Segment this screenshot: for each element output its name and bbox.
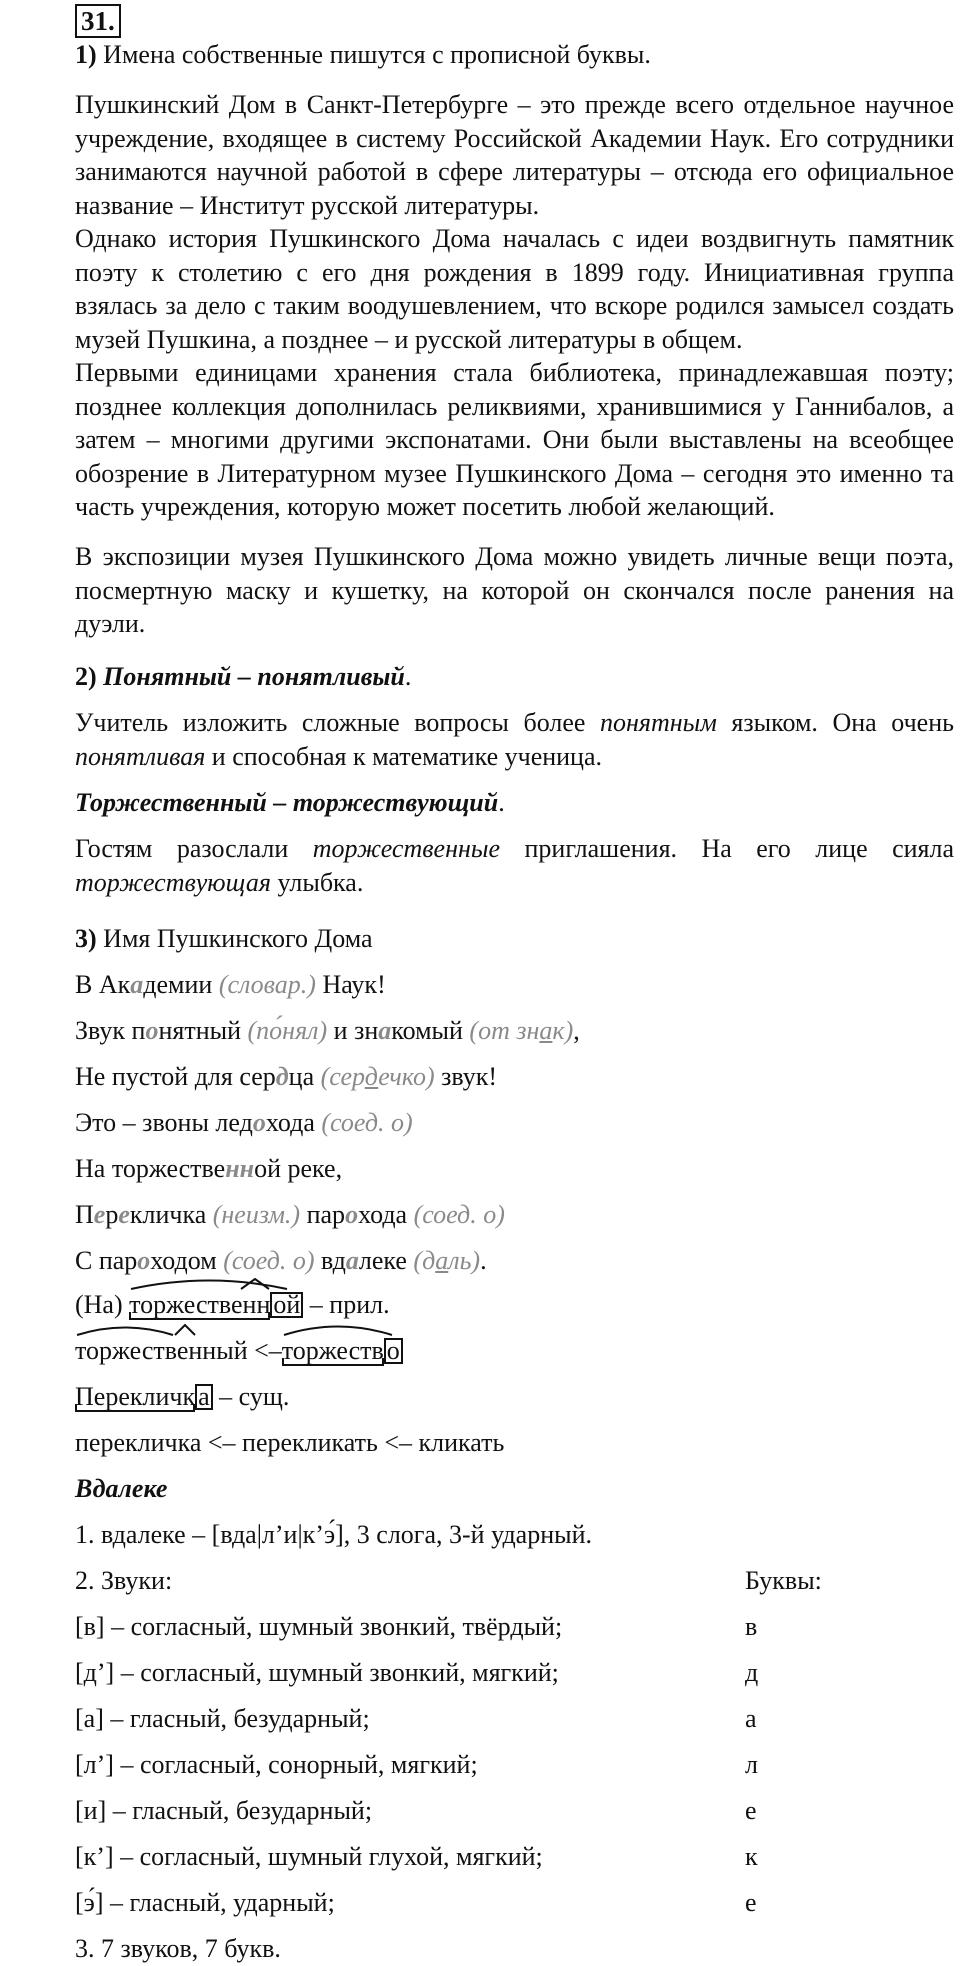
poem-text: Наук! bbox=[315, 970, 386, 999]
part1-rule-text: Имена собственные пишутся с прописной буквы. bbox=[103, 40, 651, 69]
word-italic: торжествующая bbox=[75, 867, 272, 897]
poem-text: звук! bbox=[434, 1062, 498, 1091]
check-word: (от зн bbox=[469, 1016, 540, 1045]
pair1-title: Понятный – понятливый bbox=[103, 662, 405, 691]
paragraph-text: В экспозиции музея Пушкинского Дома можно увидеть личные вещи поэта, посмертную маску и кушетку, на которой он скончался после ранения на дуэли. bbox=[75, 542, 954, 638]
word-stem: торжеств bbox=[282, 1334, 384, 1368]
poem-text: леке bbox=[358, 1246, 414, 1275]
spelling-letter: о bbox=[252, 1108, 266, 1137]
check-word: а bbox=[435, 1246, 449, 1275]
paragraph-text: Однако история Пушкинского Дома началась с идеи воздвигнуть памятник поэту к столетию с его дня рождения в 1899 году. Инициативная группа взялась за дело с таким воодушевлением, что вскоре родился замысел создать музей Пушкина, а позднее – и русской литературы в общем. bbox=[75, 224, 954, 354]
spelling-letter: а bbox=[378, 1016, 392, 1045]
check-word: (неизм.) bbox=[212, 1200, 301, 1229]
analysis-word: Вдалеке bbox=[75, 1474, 168, 1503]
poem-text: хода bbox=[358, 1200, 414, 1229]
poem-text: На торжестве bbox=[75, 1154, 226, 1183]
check-word: (д bbox=[413, 1246, 436, 1275]
part3-heading bbox=[75, 922, 373, 956]
spelling-letter: е bbox=[93, 1200, 106, 1229]
sound-description: [д’] – согласный, шумный звонкий, мягкий; bbox=[75, 1658, 559, 1687]
poem-text: , bbox=[573, 1016, 580, 1045]
poem-text: пар bbox=[300, 1200, 346, 1229]
check-word: к) bbox=[552, 1016, 574, 1045]
letter: е bbox=[745, 1796, 757, 1825]
poem-text: кличка bbox=[129, 1200, 213, 1229]
spelling-letter: о bbox=[345, 1200, 359, 1229]
poem-line bbox=[75, 968, 386, 1002]
poem-text: . bbox=[480, 1246, 487, 1275]
sound-description: [э́] – гласный, ударный; bbox=[75, 1888, 335, 1917]
word-base-arc bbox=[129, 1288, 270, 1322]
check-word: (соед. о) bbox=[223, 1246, 315, 1275]
spelling-letter: о bbox=[145, 1016, 159, 1045]
spelling-letter: нн bbox=[225, 1154, 255, 1183]
part1-paragraph-3 bbox=[0, 356, 960, 524]
letters-header: Буквы: bbox=[745, 1566, 822, 1595]
check-word: (сер bbox=[320, 1062, 365, 1091]
sound-description: [л’] – согласный, сонорный, мягкий; bbox=[75, 1750, 478, 1779]
letter: л bbox=[745, 1750, 758, 1779]
word-ending: о bbox=[384, 1338, 403, 1364]
word-source bbox=[282, 1334, 384, 1368]
morph-line-4 bbox=[75, 1426, 504, 1460]
sounds-header: 2. Звуки: bbox=[75, 1566, 173, 1595]
poem-text: Не пустой для сер bbox=[75, 1062, 276, 1091]
poem-text: и зн bbox=[327, 1016, 379, 1045]
text: улыбка. bbox=[271, 867, 364, 897]
word-italic: понятливая bbox=[75, 741, 206, 771]
poem-line bbox=[75, 1014, 580, 1048]
word-italic: понятным bbox=[599, 708, 717, 737]
poem-text: хода bbox=[265, 1108, 322, 1137]
text: – сущ. bbox=[212, 1382, 290, 1411]
poem-line bbox=[75, 1152, 342, 1186]
check-word: (по́нял) bbox=[247, 1016, 328, 1045]
letter: е bbox=[745, 1888, 757, 1917]
poem-text: нятный bbox=[158, 1016, 248, 1045]
poem-text: Звук п bbox=[75, 1016, 146, 1045]
word-derived bbox=[75, 1334, 282, 1368]
poem-text: ца bbox=[288, 1062, 321, 1091]
spelling-letter: а bbox=[345, 1246, 359, 1275]
analysis-step-1: 1. вдалеке – [вда|л’и|к’э́], 3 слога, 3-й ударный. bbox=[75, 1520, 593, 1549]
poem-text: р bbox=[105, 1200, 119, 1229]
sound-description: [в] – согласный, шумный звонкий, твёрдый; bbox=[75, 1612, 563, 1641]
check-word: д bbox=[364, 1062, 379, 1091]
part3-label: 3) bbox=[75, 924, 97, 953]
pair2-title: Торжественный – торжествующий bbox=[75, 788, 499, 817]
poem-text: Это – звоны лед bbox=[75, 1108, 253, 1137]
text: (На) bbox=[75, 1290, 130, 1319]
check-word: (соед. о) bbox=[321, 1108, 413, 1137]
check-word: а bbox=[539, 1016, 553, 1045]
part1-paragraph-4 bbox=[0, 540, 960, 641]
paragraph-text: Пушкинский Дом в Санкт-Петербурге – это прежде всего отдельное научное учреждение, входящее в систему Российской Академии Наук. Его сотрудники занимаются научной работой в сфере литературы – отсюда его официальное название – Институт русской литературы. bbox=[75, 90, 954, 220]
poem-text: демии bbox=[143, 970, 219, 999]
part1-rule bbox=[0, 38, 960, 72]
check-word: ечко) bbox=[378, 1062, 435, 1091]
letter: а bbox=[745, 1704, 757, 1733]
poem-line bbox=[75, 1198, 505, 1232]
spelling-letter: о bbox=[137, 1246, 151, 1275]
spelling-letter: а bbox=[130, 970, 144, 999]
morph-line-2 bbox=[75, 1334, 403, 1368]
word-ending: а bbox=[195, 1384, 213, 1410]
text: торжественный <– bbox=[75, 1336, 282, 1365]
sound-description: [к’] – согласный, шумный глухой, мягкий; bbox=[75, 1842, 543, 1871]
part2-heading: 2) Понятный – понятливый. bbox=[75, 662, 412, 691]
part1-paragraph-1 bbox=[0, 88, 960, 222]
spelling-letter: д bbox=[275, 1062, 289, 1091]
check-word: (словар.) bbox=[218, 970, 316, 999]
sound-description: [а] – гласный, безударный; bbox=[75, 1704, 370, 1733]
sound-description: [и] – гласный, безударный; bbox=[75, 1796, 373, 1825]
part1-label: 1) bbox=[75, 40, 97, 69]
task-number: 31. bbox=[75, 4, 121, 38]
text: Учитель изложить сложные вопросы более bbox=[75, 708, 600, 737]
text: Гостям разослали bbox=[75, 834, 313, 863]
text: приглашения. На его лице сияла bbox=[500, 834, 954, 863]
spelling-letter: е bbox=[118, 1200, 130, 1229]
paragraph-text: Первыми единицами хранения стала библиотека, принадлежавшая поэту; позднее коллекция дополнилась реликвиями, хранившимися у Ганнибалов, а затем – многими другими экспонатами. Они были выставлены на всеобщее обозрение в Литературном музее Пушкинского Дома – сегодня это именно та часть учреждения, которую может посетить любой желающий. bbox=[75, 358, 954, 521]
poem-line bbox=[75, 1106, 413, 1140]
suffix-mark-icon bbox=[75, 1324, 195, 1336]
pair2-text bbox=[0, 832, 960, 899]
poem-line bbox=[75, 1060, 497, 1094]
poem-text: В Ак bbox=[75, 970, 131, 999]
part3-title: Имя Пушкинского Дома bbox=[103, 924, 373, 953]
text: – прил. bbox=[303, 1290, 390, 1319]
text: языком. Она очень bbox=[716, 708, 954, 737]
text: и способная к математике ученица. bbox=[205, 741, 603, 771]
poem-text: П bbox=[75, 1200, 94, 1229]
word-italic: торжественные bbox=[312, 834, 501, 863]
analysis-step-3: 3. 7 звуков, 7 букв. bbox=[75, 1934, 281, 1963]
part2-label: 2) bbox=[75, 662, 97, 691]
poem-text: комый bbox=[391, 1016, 470, 1045]
poem-text: ходом bbox=[150, 1246, 224, 1275]
word-ending: ой bbox=[270, 1292, 303, 1318]
poem-text: вд bbox=[314, 1246, 346, 1275]
part1-paragraph-2 bbox=[0, 222, 960, 356]
morph-line-3 bbox=[75, 1380, 289, 1414]
letter: в bbox=[745, 1612, 758, 1641]
poem-text: ой реке, bbox=[254, 1154, 343, 1183]
check-word: ль) bbox=[448, 1246, 481, 1275]
letter: д bbox=[745, 1658, 759, 1687]
pair1-text bbox=[0, 706, 960, 773]
poem-line bbox=[75, 1244, 487, 1278]
check-word: (соед. о) bbox=[413, 1200, 505, 1229]
letter: к bbox=[745, 1842, 758, 1871]
pair2-heading: Торжественный – торжествующий. bbox=[75, 788, 505, 817]
poem-text: С пар bbox=[75, 1246, 138, 1275]
word-stem: Перекличк bbox=[75, 1380, 195, 1414]
derivation-chain: перекличка <– перекликать <– кликать bbox=[75, 1428, 505, 1457]
word-stem: торжественн bbox=[129, 1288, 270, 1322]
morph-line-1 bbox=[75, 1288, 390, 1322]
